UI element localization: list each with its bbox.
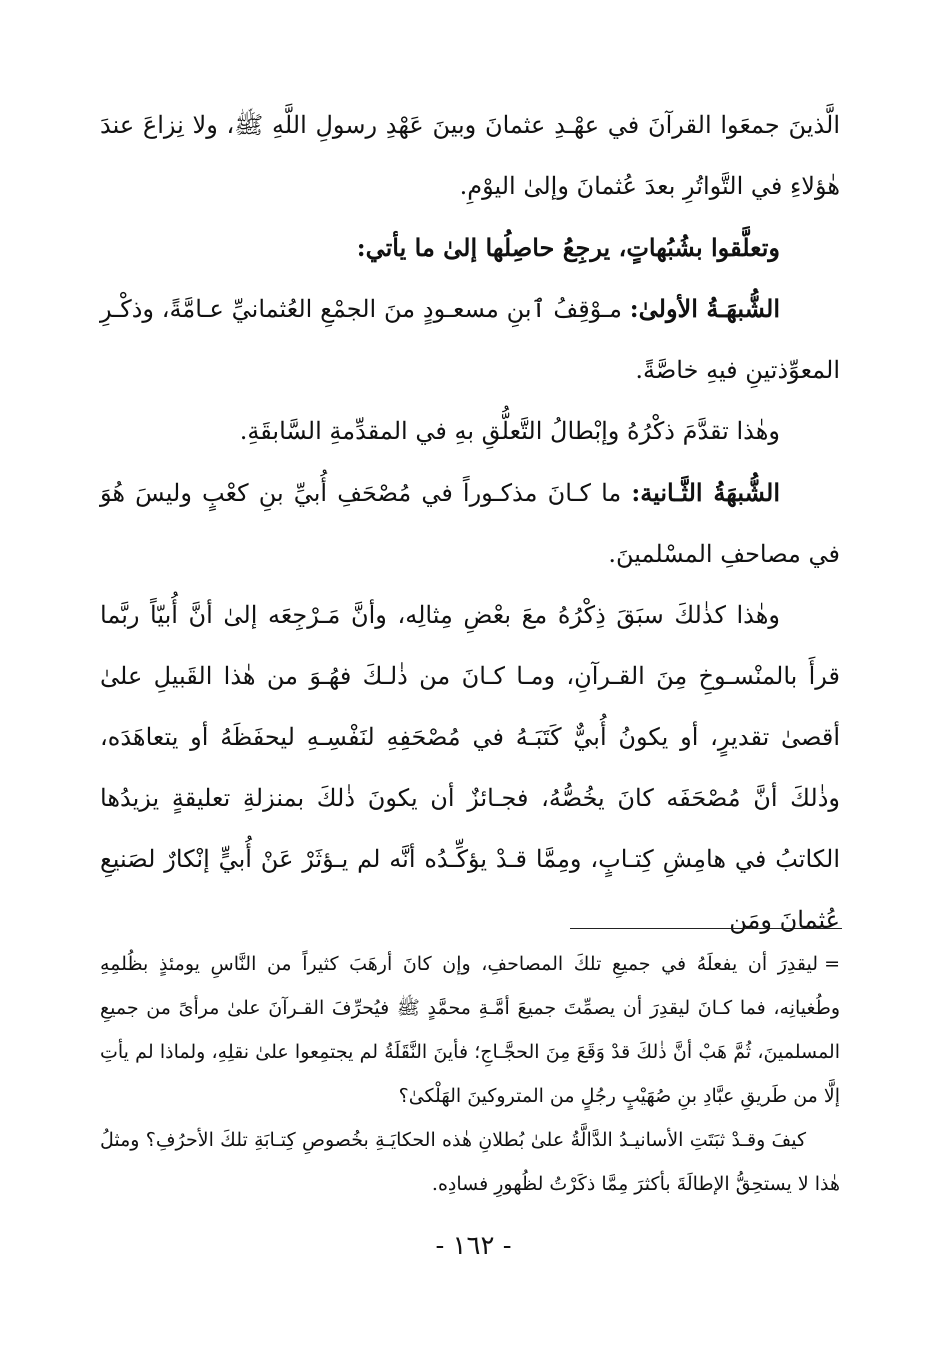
paragraph-6: وهٰذا كذٰلكَ سبَقَ ذِكْرُهُ معَ بعْضِ مِثالِه، وأنَّ مَـرْجِعَه إلىٰ أنَّ أُبيّاً ربَّما قرأَ بالمنْسـوخِ مِنَ القـرآنِ، ومـا كـانَ من ذٰلـكَ فهُـوَ من هٰذا القَبيلِ علىٰ أقصىٰ تقديرٍ، أو يكونُ أُبيٌّ كَتَبَـهُ في مُصْحَفِهِ لنَفْسِـهِ ليحفَظَهُ أو يتعاهَدَه، وذٰلكَ أنَّ مُصْحَفَه كانَ يخُصُّهُ، فجـائزٌ أن يكونَ ذٰلكَ بمنزلةِ تعليقةٍ يزيدُها الكاتبُ في هامِشِ كِتـابٍ، ومِمَّا قـدْ يؤكِّـدُه أنَّه لم يـؤثَرْ عَنْ أُبيٍّ إنْكارٌ لصَنيعِ عُثمانَ ومَن bbox=[100, 601, 840, 934]
paragraph-3 bbox=[100, 278, 840, 401]
paragraph-1: الَّذينَ جمعَوا القرآنَ في عهْـدِ عثمانَ وبينَ عَهْدِ رسولِ اللَّهِ ﷺ، ولا نِزاعَ عندَ هٰؤلاءِ في التَّواتُرِ بعدَ عُثمانَ وإلىٰ اليوْمِ. bbox=[100, 111, 840, 200]
footnote-1 bbox=[100, 942, 840, 1118]
paragraph-5-text: ما كـانَ مذكـوراً في مُصْحَفِ أُبيِّ بنِ كعْبٍ وليسَ هُوَ في مصاحفِ المسْلمينَ. bbox=[100, 479, 840, 568]
footnote-1-text: ليقدِرَ أن يفعلَهُ في جميعِ تلكَ المصاحفِ، وإن كانَ أرهَبَ كثيراً من النَّاسِ يومئذٍ بظُلمِهِ وطُغيانِه، فما كـانَ ليقدِرَ أن يصمِّتَ جميعَ أمَّـةِ محمَّدٍ ﷺ فيُحرِّفَ القـرآنَ علىٰ مرأىً من جميعِ المسلمينَ، ثُمَّ هَبْ أنَّ ذٰلكَ قدْ وَقَعَ مِنَ الحجَّـاجِ؛ فأينَ النَّقَلَةُ لم يجتمِعوا علىٰ نقلِهِ، ولماذا لم يأتِ إلَّا من طَريقِ عبَّادِ بنِ صُهَيْبٍ رجُلٍ من المتروكينَ الهَلْكىٰ؟ bbox=[100, 953, 840, 1107]
footnotes bbox=[100, 942, 840, 1206]
page-number: - ١٦٢ - bbox=[435, 1231, 512, 1261]
paragraph-3-text: مـوْقِفُ ٱبنِ مسعـودٍ منَ الجمْعِ العُثمانيِّ عـامَّةً، وذكْـرِ المعوِّذتينِ فيهِ خاصَّةً. bbox=[100, 295, 840, 384]
footnote-2: كيفَ وقـدْ ثبَتَتِ الأسانيـدُ الدَّالَّةُ علىٰ بُطلانِ هٰذه الحكايَـةِ بخُصوصِ كِتـابَةِ تلكَ الأحرُفِ؟ ومثلُ هٰذا لا يستحِقُّ الإطالَةَ بأكثرَ مِمَّا ذكَرْتُ لظُهورِ فسادِه. bbox=[100, 1129, 840, 1195]
heading-second-doubt: الشُّبهَةُ الثَّـانية: bbox=[631, 478, 780, 507]
continuation-mark: = bbox=[824, 953, 840, 975]
paragraph-2: وتعلَّقوا بشُبُهاتٍ، يرجِعُ حاصِلُها إلىٰ ما يأتي: bbox=[356, 233, 780, 262]
footnote-separator bbox=[570, 928, 842, 929]
main-text bbox=[100, 95, 840, 951]
paragraph-4: وهٰذا تقدَّمَ ذكْرُهُ وإبْطالُ التَّعلُّقِ بهِ في المقدِّمةِ السَّابقَةِ. bbox=[239, 417, 780, 445]
heading-first-doubt: الشُّبهَـةُ الأولىٰ: bbox=[629, 294, 780, 323]
paragraph-5 bbox=[100, 462, 840, 585]
